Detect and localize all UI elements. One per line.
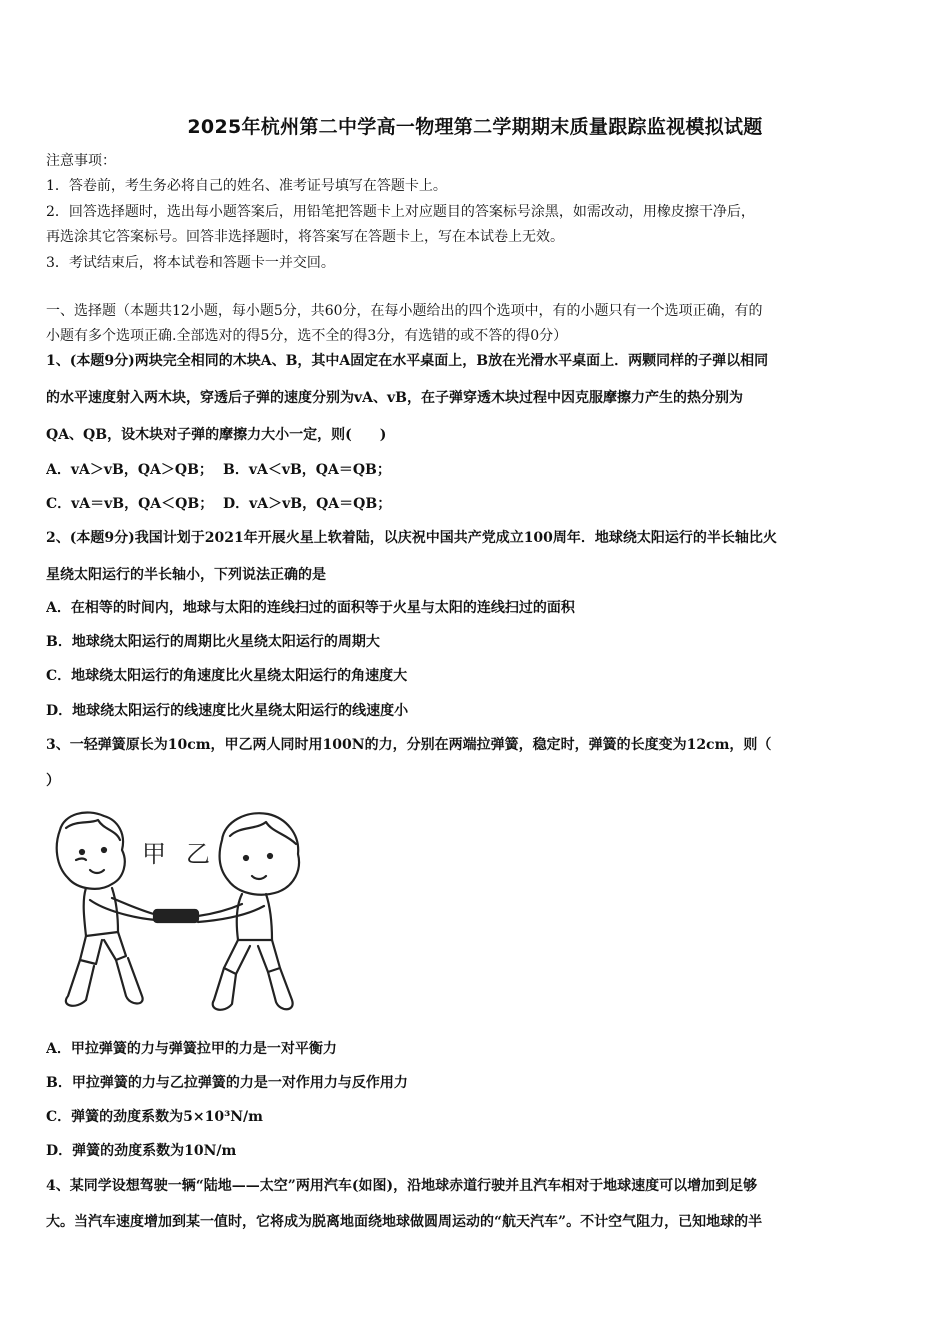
question-2-stem: 星绕太阳运行的半长轴小，下列说法正确的是 xyxy=(46,567,326,583)
question-4-stem: 大。当汽车速度增加到某一值时，它将成为脱离地面绕地球做圆周运动的“航天汽车”。不计空气阻力，已知地球的半 xyxy=(46,1214,763,1230)
notice-item: 1．答卷前，考生务必将自己的姓名、准考证号填写在答题卡上。 xyxy=(46,178,447,194)
notice-item: 2．回答选择题时，选出每小题答案后，用铅笔把答题卡上对应题目的答案标号涂黑，如需改动，用橡皮擦干净后， xyxy=(46,204,755,220)
page-title: 2025年杭州第二中学高一物理第二学期期末质量跟踪监视模拟试题 xyxy=(187,116,763,138)
notice-item: 再选涂其它答案标号。回答非选择题时，将答案写在答题卡上，写在本试卷上无效。 xyxy=(46,229,564,245)
question-3-option: C．弹簧的劲度系数为5×10³N/m xyxy=(46,1109,263,1125)
question-2-option: B．地球绕太阳运行的周期比火星绕太阳运行的周期大 xyxy=(46,634,380,650)
question-3-stem: ） xyxy=(46,773,60,789)
question-1-option-a: A．vA＞vB，QA＞QB； xyxy=(46,462,213,478)
question-2-option: C．地球绕太阳运行的角速度比火星绕太阳运行的角速度大 xyxy=(46,668,408,684)
notice-heading: 注意事项： xyxy=(46,153,116,169)
question-1-option-b: B．vA＜vB，QA＝QB； xyxy=(223,462,391,478)
question-1-stem: 1、(本题9分)两块完全相同的木块A、B，其中A固定在水平桌面上，B放在光滑水平桌面上．两颗同样的子弹以相同 xyxy=(46,353,769,369)
question-2-option: A．在相等的时间内，地球与太阳的连线扫过的面积等于火星与太阳的连线扫过的面积 xyxy=(46,600,575,616)
question-2-stem: 2、(本题9分)我国计划于2021年开展火星上软着陆，以庆祝中国共产党成立100周年．地球绕太阳运行的半长轴比火 xyxy=(46,530,777,546)
question-1-stem: 的水平速度射入两木块，穿透后子弹的速度分别为vA、vB，在子弹穿透木块过程中因克服摩擦力产生的热分别为 xyxy=(46,390,743,406)
notice-item: 3．考试结束后，将本试卷和答题卡一并交回。 xyxy=(46,255,335,271)
section-instructions: 小题有多个选项正确.全部选对的得5分，选不全的得3分，有选错的或不答的得0分） xyxy=(46,328,568,344)
question-3-stem: 3、一轻弹簧原长为10cm，甲乙两人同时用100N的力，分别在两端拉弹簧，稳定时，弹簧的长度变为12cm，则（ xyxy=(46,737,772,753)
question-3-option: A．甲拉弹簧的力与弹簧拉甲的力是一对平衡力 xyxy=(46,1041,337,1057)
question-2-option: D．地球绕太阳运行的线速度比火星绕太阳运行的线速度小 xyxy=(46,703,409,719)
question-1-stem: QA、QB，设木块对子弹的摩擦力大小一定，则( ) xyxy=(46,427,387,443)
spring-pulling-figure xyxy=(46,800,316,1022)
question-4-stem: 4、某同学设想驾驶一辆“陆地——太空”两用汽车(如图)，沿地球赤道行驶并且汽车相对于地球速度可以增加到足够 xyxy=(46,1178,758,1194)
question-1-option-c: C．vA＝vB，QA＜QB； xyxy=(46,496,214,512)
label-yi: 乙 xyxy=(186,840,210,868)
label-jia: 甲 xyxy=(142,840,166,868)
section-instructions: 一、选择题（本题共12小题，每小题5分，共60分，在每小题给出的四个选项中，有的小题只有一个选项正确，有的 xyxy=(46,303,763,319)
question-3-option: D．弹簧的劲度系数为10N/m xyxy=(46,1143,237,1159)
question-1-option-d: D．vA＞vB，QA＝QB； xyxy=(223,496,392,512)
spring xyxy=(154,910,198,922)
question-3-option: B．甲拉弹簧的力与乙拉弹簧的力是一对作用力与反作用力 xyxy=(46,1075,408,1091)
person-yi xyxy=(198,813,299,1010)
